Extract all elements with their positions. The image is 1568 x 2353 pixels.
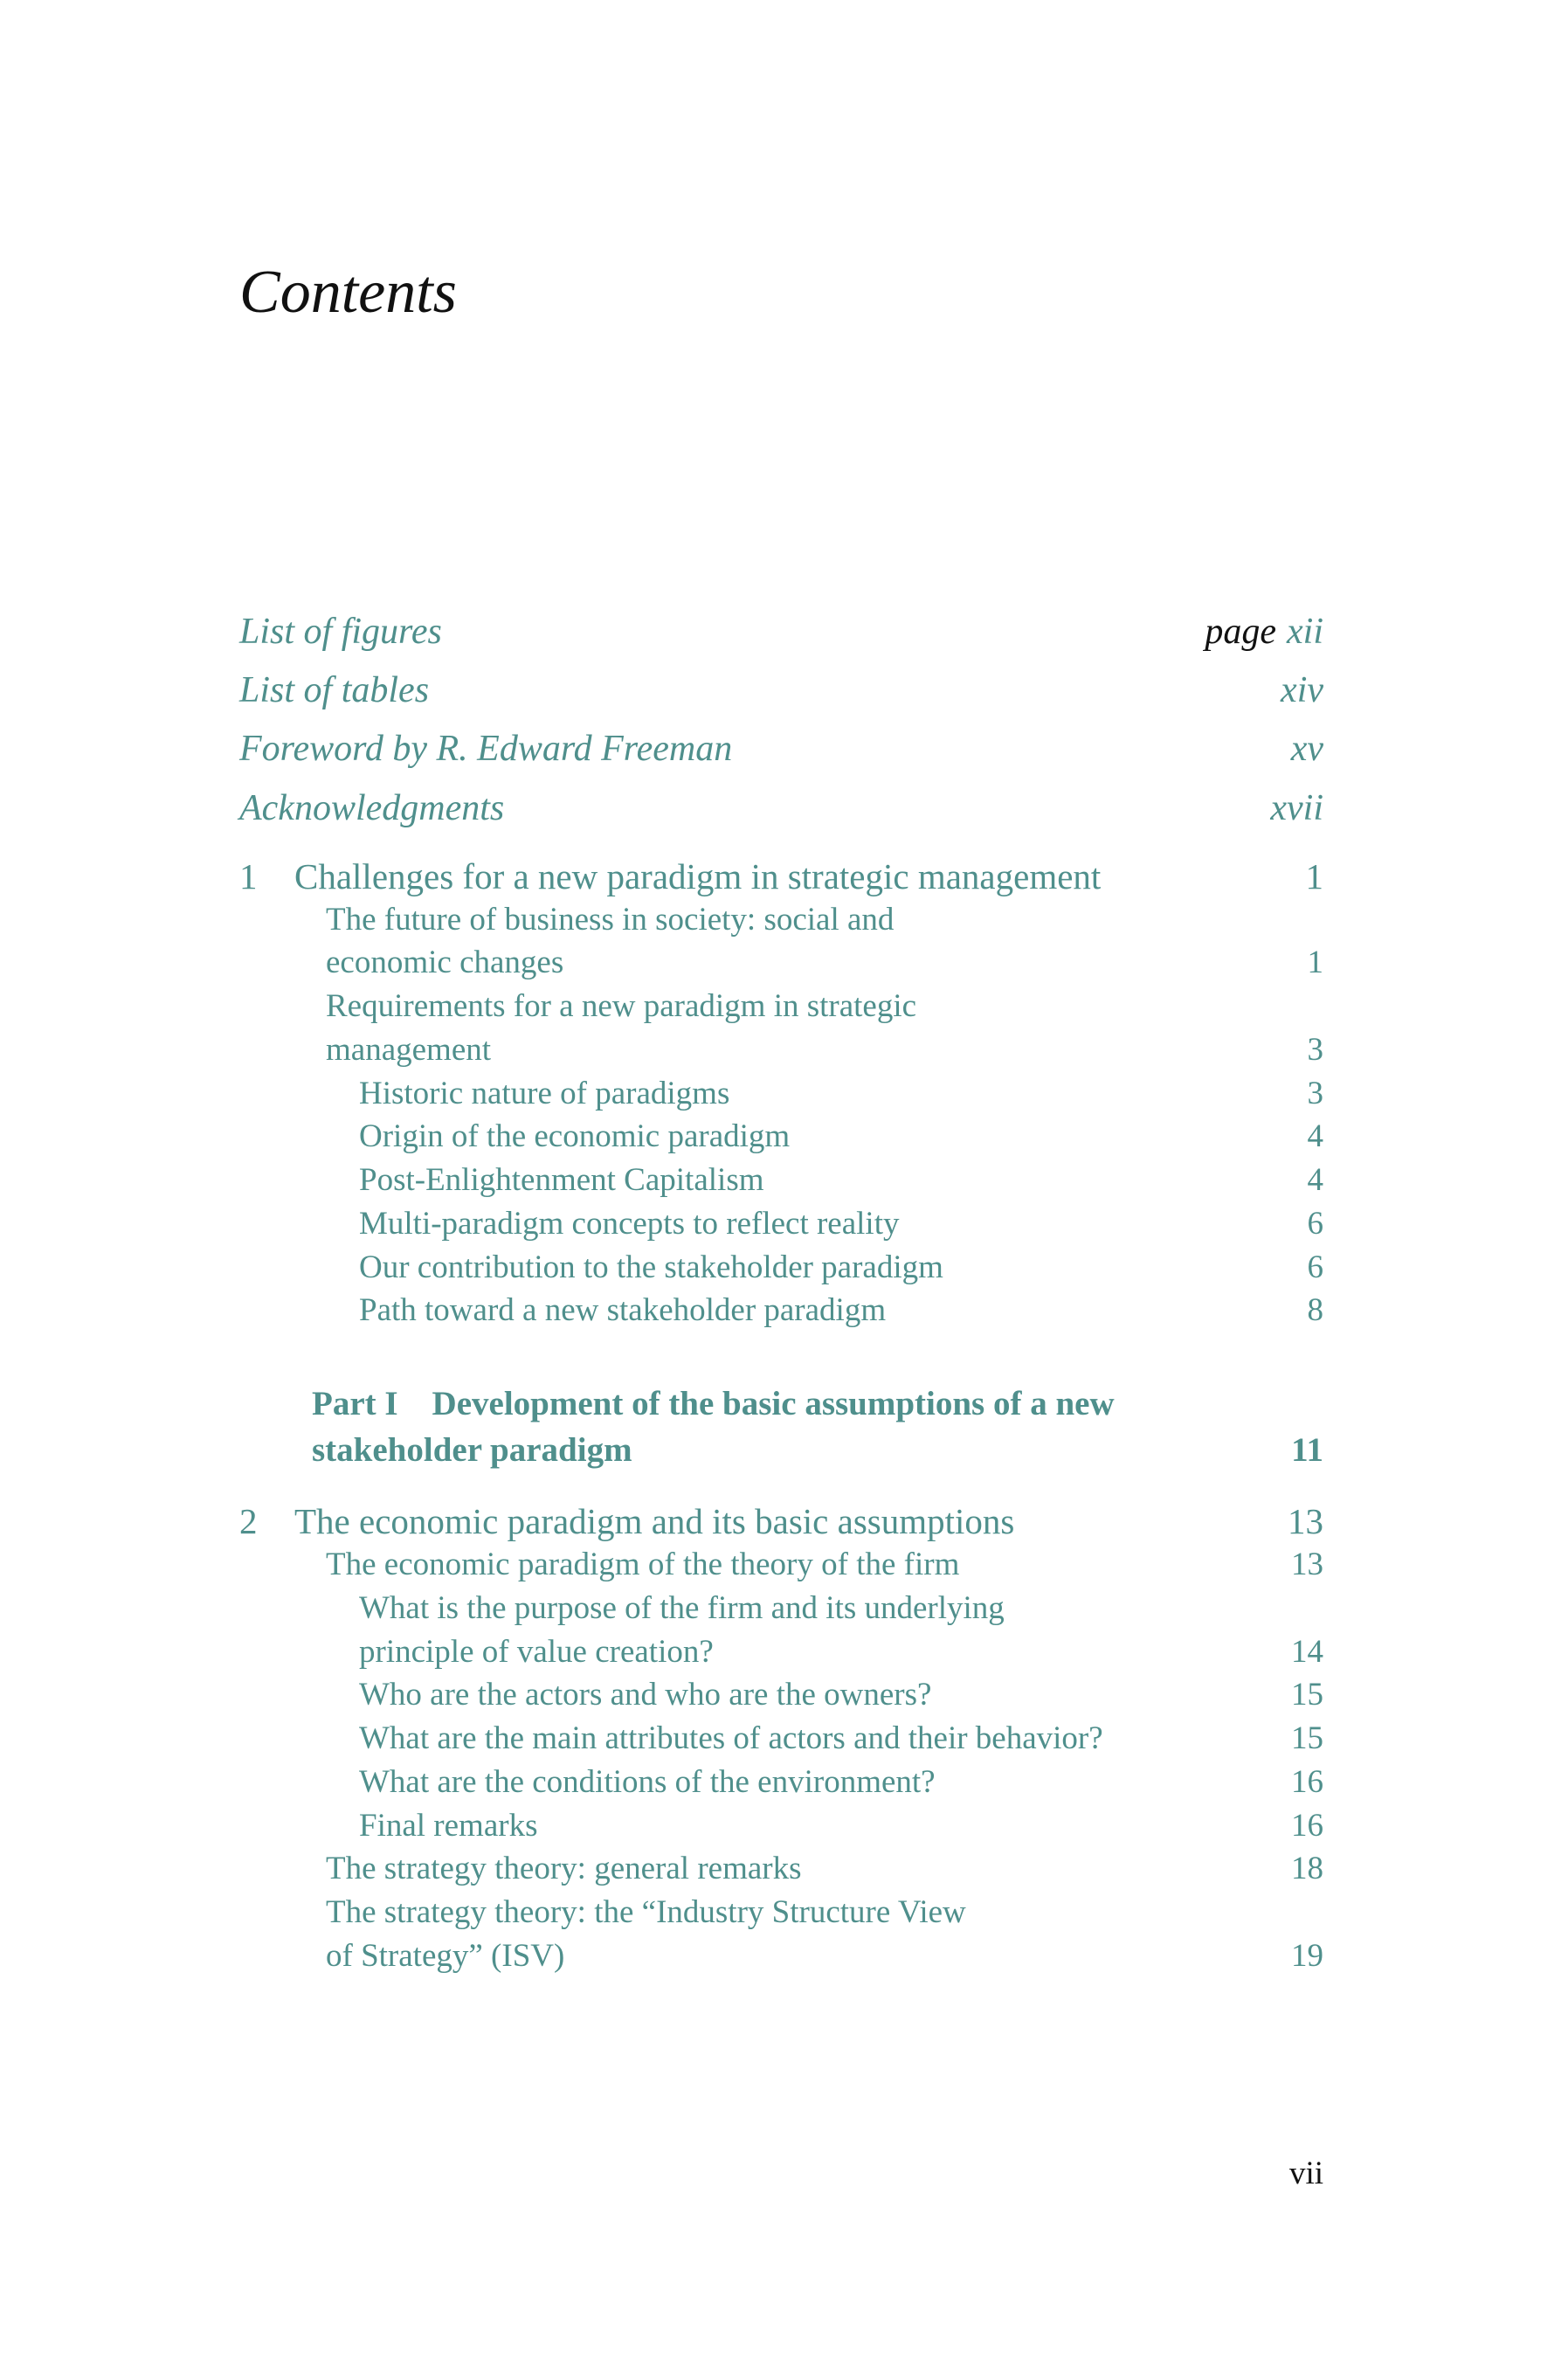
page-value: 16 — [1291, 1808, 1323, 1844]
toc-entry-page — [1308, 940, 1324, 986]
page-number: vii — [1288, 2156, 1323, 2191]
toc-entry — [0, 854, 1568, 899]
toc-entry-page — [1308, 1158, 1324, 1203]
page-value: xii — [1287, 612, 1323, 652]
toc-entry — [0, 1498, 1568, 1544]
toc-entry — [0, 1672, 1568, 1718]
page-value: 13 — [1288, 1501, 1323, 1541]
toc-entry-page — [1308, 1288, 1324, 1333]
toc-entry-title: Foreword by R. Edward Freeman — [239, 729, 733, 769]
toc-entry-title: Who are the actors and who are the owners? — [359, 1677, 932, 1713]
toc-entry-page — [1308, 1201, 1324, 1247]
toc-entry-title: Origin of the economic paradigm — [359, 1118, 791, 1154]
toc-entry — [0, 940, 1568, 986]
toc-entry-title: Acknowledgments — [239, 788, 505, 828]
toc-entry — [0, 1288, 1568, 1333]
toc-entry-title: The strategy theory: general remarks — [326, 1851, 802, 1886]
toc-entry-page — [1291, 1428, 1323, 1473]
toc-entry — [0, 726, 1568, 772]
page-value: 19 — [1291, 1938, 1323, 1974]
toc-entry-title: management — [326, 1032, 492, 1068]
toc-entry — [0, 1114, 1568, 1159]
page-value: 1 — [1307, 945, 1323, 980]
toc-entry-page — [1270, 785, 1323, 831]
page-value: 13 — [1291, 1547, 1323, 1582]
toc-entry — [0, 785, 1568, 831]
toc-entry-title: Path toward a new stakeholder paradigm — [359, 1292, 887, 1328]
toc-entry-page — [1205, 609, 1323, 654]
toc-entry-page — [1291, 1672, 1323, 1718]
toc-entry-title: The strategy theory: the “Industry Structure View — [326, 1894, 966, 1930]
toc-entry-title: Final remarks — [359, 1808, 538, 1844]
toc-entry-title: What is the purpose of the firm and its underlying — [359, 1590, 1005, 1626]
toc-entry-page — [1291, 1803, 1323, 1849]
page-value: 6 — [1307, 1249, 1323, 1285]
toc-entry — [0, 1630, 1568, 1675]
toc-entry — [0, 1542, 1568, 1588]
toc-entry — [0, 1201, 1568, 1247]
toc-entry-page — [1308, 1071, 1324, 1117]
page-value: 16 — [1291, 1764, 1323, 1800]
toc-entry-page — [1291, 1846, 1323, 1892]
toc-entry — [0, 668, 1568, 713]
chapter-number: 2 — [239, 1501, 258, 1541]
toc-entry-page — [1291, 1630, 1323, 1675]
toc-entry — [0, 1428, 1568, 1473]
page-value: xv — [1290, 729, 1323, 769]
page-value: 18 — [1291, 1851, 1323, 1886]
toc-entry-page — [1308, 1245, 1324, 1291]
toc-entry-page — [1308, 1114, 1324, 1159]
toc-entry-title: of Strategy” (ISV) — [326, 1938, 565, 1974]
toc-entry-title: Our contribution to the stakeholder paradigm — [359, 1249, 943, 1285]
page-value: 3 — [1307, 1076, 1323, 1111]
page-value: xvii — [1270, 788, 1323, 828]
toc-entry-page — [1291, 1716, 1323, 1761]
page-label: page — [1205, 612, 1277, 652]
toc-entry — [0, 609, 1568, 654]
page-value: xiv — [1281, 670, 1323, 710]
page-value: 4 — [1307, 1162, 1323, 1198]
toc-entry-title: Part I Development of the basic assumptions of a new — [312, 1385, 1115, 1422]
page-value: 1 — [1305, 856, 1323, 896]
toc-entry-title: The economic paradigm of the theory of the firm — [326, 1547, 960, 1582]
toc-entry-title: Post-Enlightenment Capitalism — [359, 1162, 764, 1198]
page-value: 14 — [1291, 1634, 1323, 1670]
toc-entry-title: What are the main attributes of actors and their behavior? — [359, 1720, 1103, 1756]
toc-entry — [0, 1934, 1568, 1979]
toc-entry — [0, 1890, 1568, 1935]
toc-entry — [0, 1381, 1568, 1427]
toc-entry — [0, 1803, 1568, 1849]
toc-entry-title: What are the conditions of the environment? — [359, 1764, 936, 1800]
toc-entry-page — [1291, 1542, 1323, 1588]
toc-entry-title: Historic nature of paradigms — [359, 1076, 730, 1111]
toc-entry-title: The economic paradigm and its basic assumptions — [294, 1501, 1015, 1541]
toc-entry-title: Multi-paradigm concepts to reflect reality — [359, 1206, 900, 1242]
toc-entry — [0, 984, 1568, 1029]
toc-entry-page — [1291, 1760, 1323, 1805]
toc-entry-page — [1291, 1934, 1323, 1979]
chapter-number: 1 — [239, 856, 258, 896]
toc-entry-title: principle of value creation? — [359, 1634, 714, 1670]
toc-entry — [0, 897, 1568, 943]
page-value: 15 — [1291, 1677, 1323, 1713]
toc-entry-page — [1281, 668, 1323, 713]
toc-entry-title: The future of business in society: social and — [326, 902, 895, 938]
page-value: 4 — [1307, 1118, 1323, 1154]
toc-entry-title: List of figures — [239, 612, 442, 652]
page-title: Contents — [239, 259, 457, 326]
toc-entry-page — [1308, 1028, 1324, 1073]
page-value: 6 — [1307, 1206, 1323, 1242]
toc-entry-title: stakeholder paradigm — [312, 1431, 632, 1469]
toc-entry-title: economic changes — [326, 945, 564, 980]
page-value: 3 — [1307, 1032, 1323, 1068]
toc-entry — [0, 1071, 1568, 1117]
toc-entry — [0, 1245, 1568, 1291]
toc-entry — [0, 1586, 1568, 1631]
toc-entry-page — [1306, 854, 1324, 899]
page-value: 15 — [1291, 1720, 1323, 1756]
toc-entry-page — [1288, 1498, 1323, 1544]
toc-entry — [0, 1760, 1568, 1805]
toc-entry — [0, 1846, 1568, 1892]
toc-entry — [0, 1716, 1568, 1761]
toc-entry-page — [1291, 726, 1323, 772]
page-value: 11 — [1291, 1431, 1323, 1469]
toc-entry — [0, 1028, 1568, 1073]
toc-entry — [0, 1158, 1568, 1203]
toc-entry-title: Requirements for a new paradigm in strategic — [326, 988, 917, 1024]
page-value: 8 — [1307, 1292, 1323, 1328]
toc-entry-title: Challenges for a new paradigm in strategic management — [294, 856, 1102, 896]
toc-entry-title: List of tables — [239, 670, 430, 710]
